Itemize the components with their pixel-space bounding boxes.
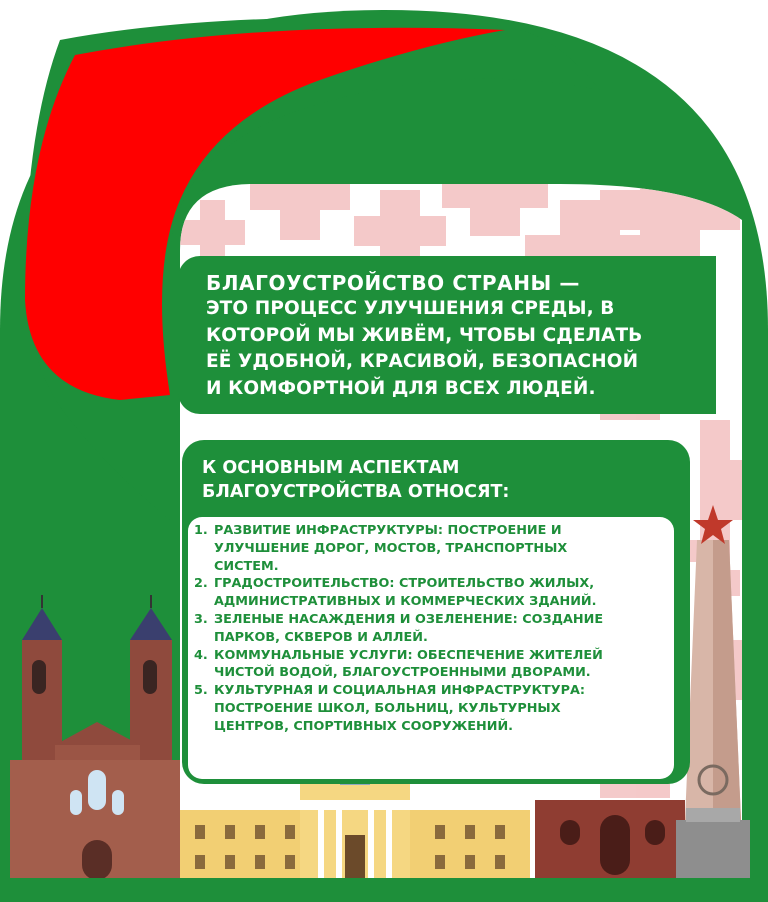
aspects-heading xyxy=(202,456,509,504)
list-item-number: 5. xyxy=(194,683,208,699)
list-item xyxy=(194,575,668,611)
definition-line: ЕЁ УДОБНОЙ, КРАСИВОЙ, БЕЗОПАСНОЙ xyxy=(206,351,639,373)
list-item xyxy=(194,682,668,735)
bottom-strip xyxy=(0,878,768,902)
list-item-number: 4. xyxy=(194,647,208,663)
list-item-line: ЧИСТОЙ ВОДОЙ, БЛАГОУСТРОЕННЫМИ ДВОРАМИ. xyxy=(214,665,591,681)
list-item xyxy=(194,611,668,647)
definition-line: ЭТО ПРОЦЕСС УЛУЧШЕНИЯ СРЕДЫ, В xyxy=(206,298,615,320)
aspects-panel xyxy=(182,440,690,784)
list-item-number: 2. xyxy=(194,576,208,592)
list-item-line: ЦЕНТРОВ, СПОРТИВНЫХ СООРУЖЕНИЙ. xyxy=(214,718,514,734)
definition-line: КОТОРОЙ МЫ ЖИВЁМ, ЧТОБЫ СДЕЛАТЬ xyxy=(206,324,643,346)
list-item-line: РАЗВИТИЕ ИНФРАСТРУКТУРЫ: ПОСТРОЕНИЕ И xyxy=(214,523,562,538)
aspects-list xyxy=(188,517,674,779)
list-item-number: 1. xyxy=(194,523,208,538)
definition-line: БЛАГОУСТРОЙСТВО СТРАНЫ — xyxy=(206,271,581,295)
aspects-heading-line: БЛАГОУСТРОЙСТВА ОТНОСЯТ: xyxy=(202,482,510,502)
brick-building-illustration xyxy=(535,800,685,880)
list-item-line: ПОСТРОЕНИЕ ШКОЛ, БОЛЬНИЦ, КУЛЬТУРНЫХ xyxy=(214,700,561,716)
definition-panel xyxy=(178,256,716,414)
list-item-line: УЛУЧШЕНИЕ ДОРОГ, МОСТОВ, ТРАНСПОРТНЫХ xyxy=(214,540,568,556)
list-item-line: СИСТЕМ. xyxy=(214,558,279,574)
list-item xyxy=(194,647,668,683)
definition-line: И КОМФОРТНОЙ ДЛЯ ВСЕХ ЛЮДЕЙ. xyxy=(206,377,596,399)
list-item-line: ПАРКОВ, СКВЕРОВ И АЛЛЕЙ. xyxy=(214,629,428,645)
list-item-line: КОММУНАЛЬНЫЕ УСЛУГИ: ОБЕСПЕЧЕНИЕ ЖИТЕЛЕЙ xyxy=(214,647,603,663)
list-item-line: ЗЕЛЕНЫЕ НАСАЖДЕНИЯ И ОЗЕЛЕНЕНИЕ: СОЗДАНИЕ xyxy=(214,611,604,627)
list-item-line: ГРАДОСТРОИТЕЛЬСТВО: СТРОИТЕЛЬСТВО ЖИЛЫХ, xyxy=(214,576,595,592)
aspects-heading-line: К ОСНОВНЫМ АСПЕКТАМ xyxy=(202,458,460,478)
list-item-line: КУЛЬТУРНАЯ И СОЦИАЛЬНАЯ ИНФРАСТРУКТУРА: xyxy=(214,683,586,699)
list-item-number: 3. xyxy=(194,611,208,627)
list-item-line: АДМИНИСТРАТИВНЫХ И КОММЕРЧЕСКИХ ЗДАНИЙ. xyxy=(214,594,597,610)
list-item xyxy=(194,522,668,575)
